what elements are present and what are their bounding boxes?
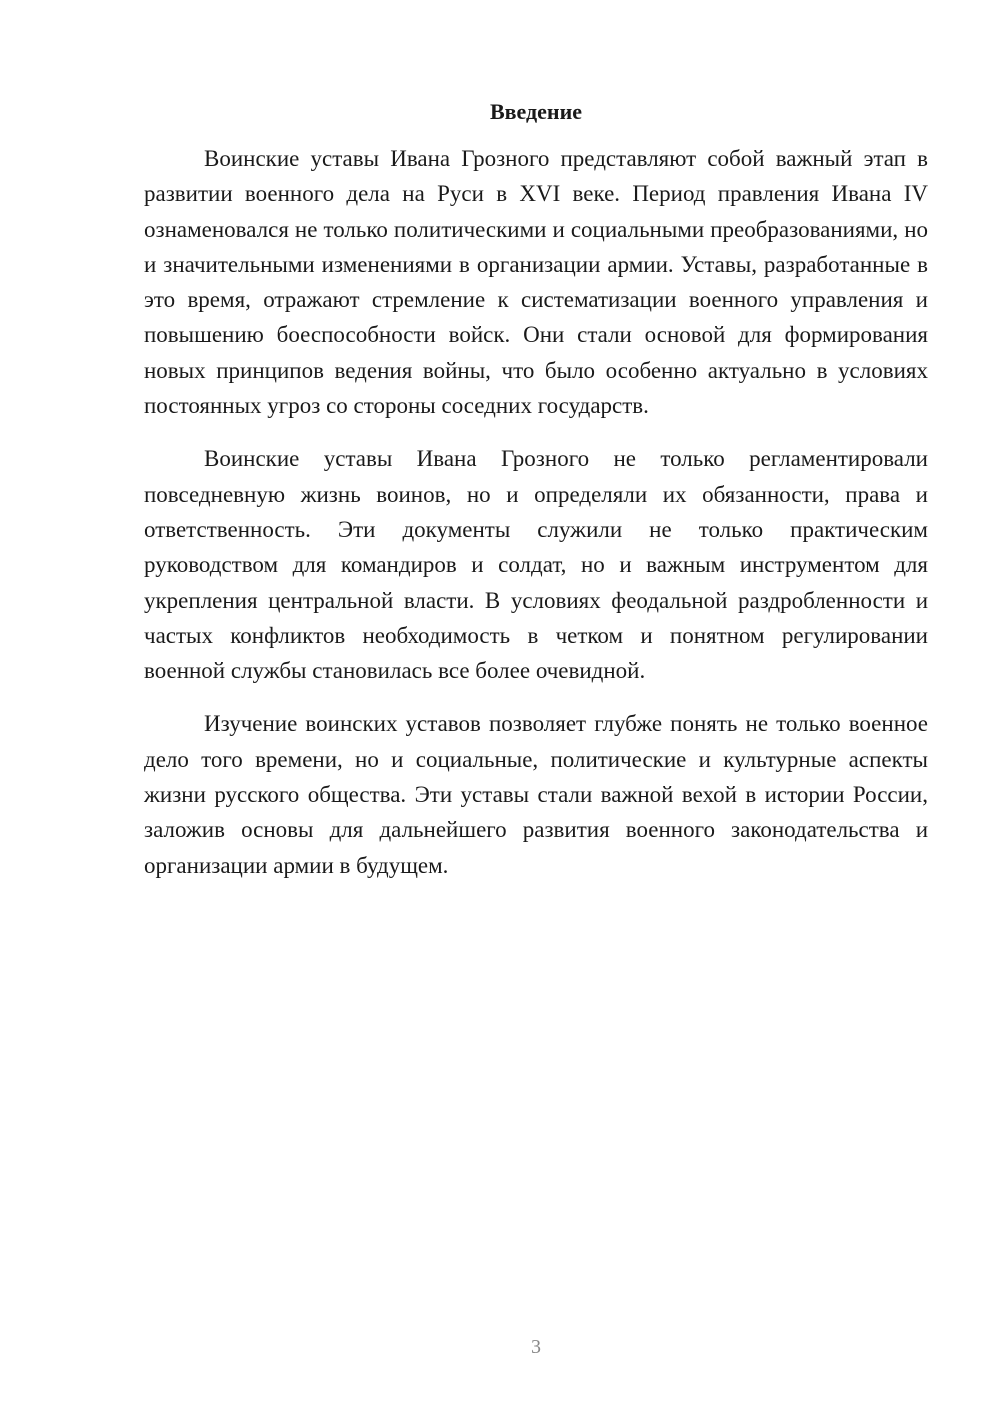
paragraph-3: Изучение воинских уставов позволяет глубже понять не только военное дело того времени, но и социальные, политические и культурные аспекты жизни русского общества. Эти уставы стали важной вехой в истории России, заложив основы для дальнейшего развития военного законодательства и организации армии в будущем. bbox=[144, 711, 928, 878]
paragraph-1: Воинские уставы Ивана Грозного представляют собой важный этап в развитии военного дела на Руси в XVI веке. Период правления Ивана IV ознаменовался не только политическими и социальными преобразованиями, но и значительными изменениями в организации армии. Уставы, разработанные в это время, отражают стремление к систематизации военного управления и повышению боеспособности войск. Они стали основой для формирования новых принципов ведения войны, что было особенно актуально в условиях постоянных угроз со стороны соседних государств. bbox=[144, 146, 928, 419]
section-heading: Введение bbox=[489, 99, 583, 124]
body-text bbox=[144, 141, 928, 901]
page-number: 3 bbox=[531, 1336, 541, 1358]
paragraph-2: Воинские уставы Ивана Грозного не только регламентировали повседневную жизнь воинов, но и определяли их обязанности, права и ответственность. Эти документы служили не только практическим руководством для командиров и солдат, но и важным инструментом для укрепления центральной власти. В условиях феодальной раздробленности и частых конфликтов необходимость в четком и понятном регулировании военной службы становилась все более очевидной. bbox=[144, 446, 928, 684]
